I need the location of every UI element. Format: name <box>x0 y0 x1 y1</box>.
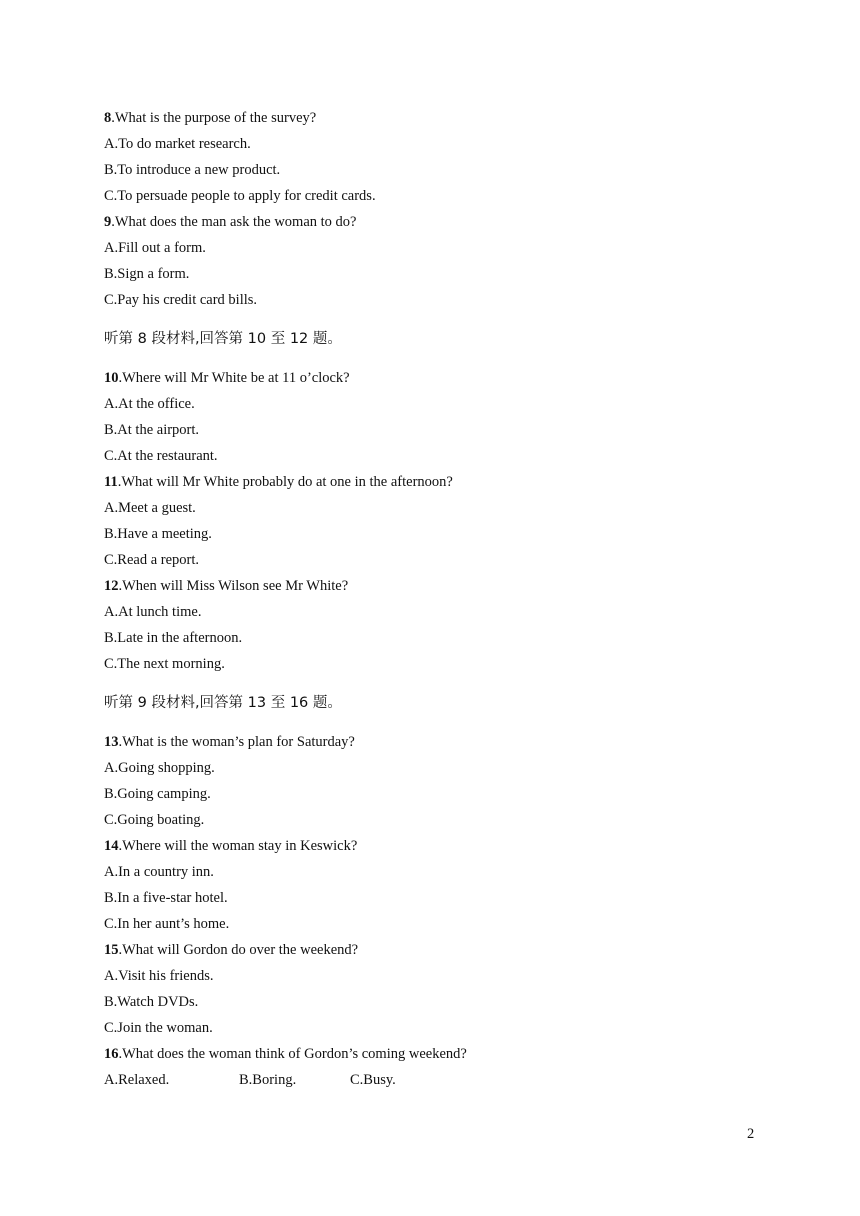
option-a: A.In a country inn. <box>104 864 214 880</box>
question-text: .What will Gordon do over the weekend? <box>118 942 359 958</box>
question-11 <box>104 473 453 491</box>
option-c: C.Read a report. <box>104 552 200 568</box>
question-14 <box>104 837 357 855</box>
option-a: A.Going shopping. <box>104 760 215 776</box>
option-b: B.To introduce a new product. <box>104 162 281 178</box>
question-text: .Where will Mr White be at 11 o’clock? <box>118 370 350 386</box>
option-c: C.At the restaurant. <box>104 448 218 464</box>
question-number: 11 <box>104 474 118 490</box>
option-a: A.Fill out a form. <box>104 240 206 256</box>
question-8 <box>104 109 316 127</box>
option-b: B.Watch DVDs. <box>104 994 199 1010</box>
option-b: B.Have a meeting. <box>104 526 212 542</box>
option-c: C.In her aunt’s home. <box>104 916 230 932</box>
option-c: C.Pay his credit card bills. <box>104 292 258 308</box>
question-9 <box>104 213 356 231</box>
option-b: B.At the airport. <box>104 422 200 438</box>
question-12 <box>104 577 348 595</box>
question-number: 8 <box>104 110 112 126</box>
question-text: .What does the woman think of Gordon’s coming weekend? <box>118 1046 467 1062</box>
question-10 <box>104 369 350 387</box>
question-number: 14 <box>104 838 119 854</box>
option-c: C.Join the woman. <box>104 1020 213 1036</box>
question-number: 16 <box>104 1046 119 1062</box>
question-15 <box>104 941 358 959</box>
section-heading: 听第 8 段材料,回答第 10 至 12 题。 <box>104 331 342 347</box>
page-number: 2 <box>747 1126 755 1142</box>
question-13 <box>104 733 355 751</box>
question-text: .What is the purpose of the survey? <box>111 110 317 126</box>
option-a: A.Visit his friends. <box>104 968 214 984</box>
option-a: A.To do market research. <box>104 136 251 152</box>
option-a: A.At lunch time. <box>104 604 202 620</box>
section-heading: 听第 9 段材料,回答第 13 至 16 题。 <box>104 695 342 711</box>
option-b: B.In a five-star hotel. <box>104 890 228 906</box>
question-text: .When will Miss Wilson see Mr White? <box>118 578 349 594</box>
question-text: .What is the woman’s plan for Saturday? <box>118 734 355 750</box>
option-a: A.At the office. <box>104 396 195 412</box>
option-b: B.Late in the afternoon. <box>104 630 243 646</box>
option-c: C.The next morning. <box>104 656 225 672</box>
option-c: C.Busy. <box>350 1072 396 1088</box>
question-16 <box>104 1045 467 1063</box>
question-number: 13 <box>104 734 119 750</box>
option-b: B.Going camping. <box>104 786 211 802</box>
question-text: .Where will the woman stay in Keswick? <box>118 838 358 854</box>
question-text: .What does the man ask the woman to do? <box>111 214 357 230</box>
option-c: C.To persuade people to apply for credit cards. <box>104 188 376 204</box>
question-number: 15 <box>104 942 119 958</box>
question-number: 12 <box>104 578 119 594</box>
question-number: 10 <box>104 370 119 386</box>
option-a: A.Relaxed. <box>104 1072 170 1088</box>
option-c: C.Going boating. <box>104 812 205 828</box>
question-text: .What will Mr White probably do at one in the afternoon? <box>117 474 453 490</box>
option-a: A.Meet a guest. <box>104 500 196 516</box>
option-b: B.Sign a form. <box>104 266 190 282</box>
option-b: B.Boring. <box>239 1072 297 1088</box>
question-number: 9 <box>104 214 112 230</box>
